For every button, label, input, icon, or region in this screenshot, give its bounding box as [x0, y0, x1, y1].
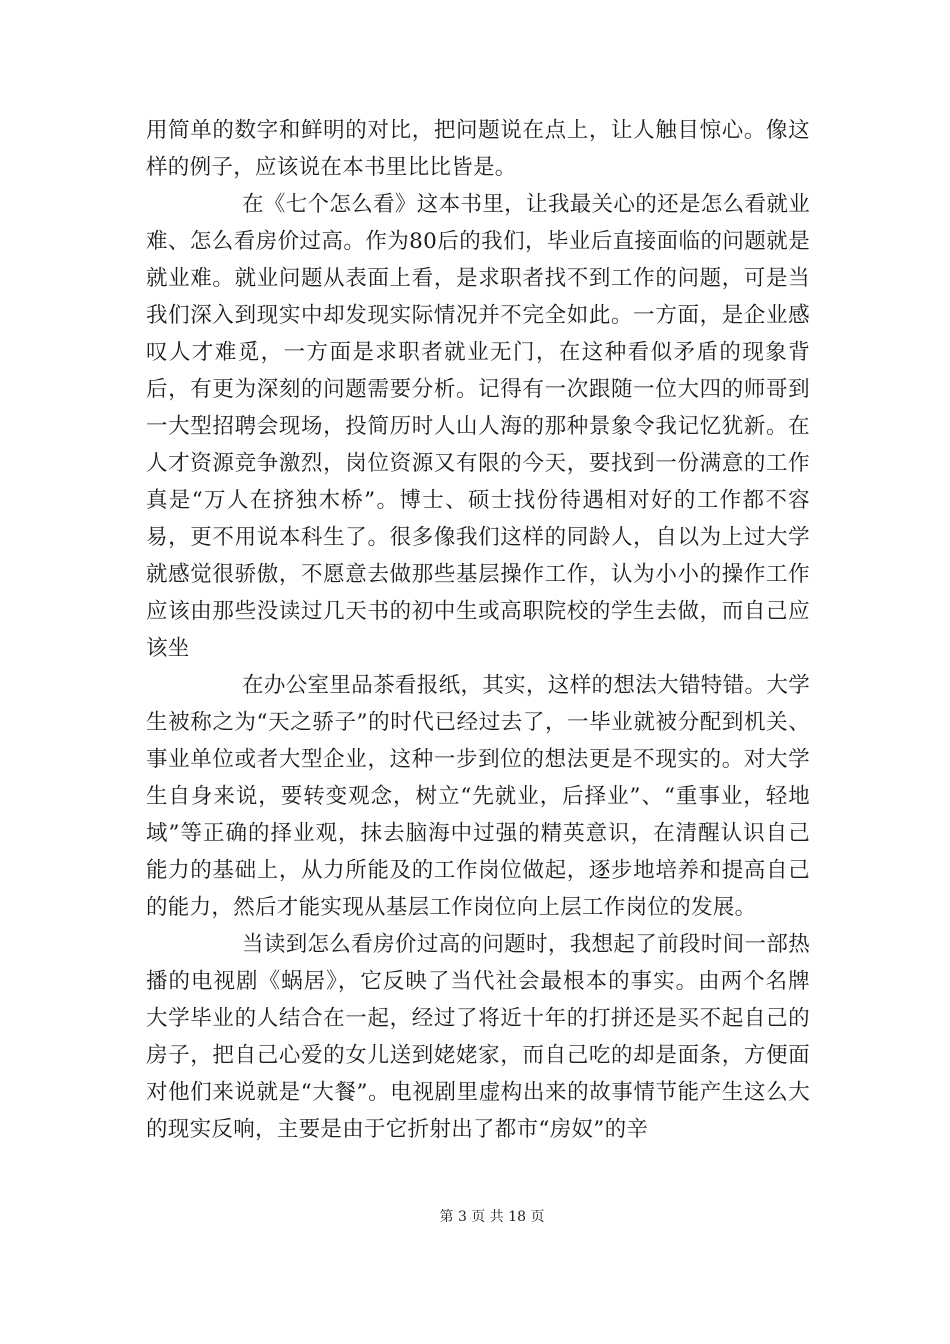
- paragraph-1: 用简单的数字和鲜明的对比，把问题说在点上，让人触目惊心。像这样的例子，应该说在本书里比比皆是。: [146, 118, 810, 180]
- body-text: [146, 112, 810, 1148]
- paragraph-4: 当读到怎么看房价过高的问题时，我想起了前段时间一部热播的电视剧《蜗居》，它反映了当代社会最根本的事实。由两个名牌大学毕业的人结合在一起，经过了将近十年的打拼还是买不起自己的房子，把自己心爱的女儿送到姥姥家，而自己吃的却是面条，方便面对他们来说就是“大餐”。电视剧里虚构出来的故事情节能产生这么大的现实反响，主要是由于它折射出了都市“房奴”的辛: [146, 932, 810, 1142]
- paragraph-3: 在办公室里品茶看报纸，其实，这样的想法大错特错。大学生被称之为“天之骄子”的时代已经过去了，一毕业就被分配到机关、事业单位或者大型企业，这种一步到位的想法更是不现实的。对大学生自身来说，要转变观念，树立“先就业，后择业”、“重事业，轻地域”等正确的择业观，抹去脑海中过强的精英意识，在清醒认识自己能力的基础上，从力所能及的工作岗位做起，逐步地培养和提高自己的能力，然后才能实现从基层工作岗位向上层工作岗位的发展。: [146, 673, 810, 920]
- page-number: 第 3 页 共 18 页: [439, 1209, 545, 1225]
- paragraph-2: 在《七个怎么看》这本书里，让我最关心的还是怎么看就业难、怎么看房价过高。作为80后的我们，毕业后直接面临的问题就是就业难。就业问题从表面上看，是求职者找不到工作的问题，可是当我们深入到现实中却发现实际情况并不完全如此。一方面，是企业感叹人才难觅，一方面是求职者就业无门，在这种看似矛盾的现象背后，有更为深刻的问题需要分析。记得有一次跟随一位大四的师哥到一大型招聘会现场，投简历时人山人海的那种景象令我记忆犹新。在人才资源竞争激烈，岗位资源又有限的今天，要找到一份满意的工作真是“万人在挤独木桥”。博士、硕士找份待遇相对好的工作都不容易，更不用说本科生了。很多像我们这样的同龄人，自以为上过大学就感觉很骄傲，不愿意去做那些基层操作工作，认为小小的操作工作应该由那些没读过几天书的初中生或高职院校的学生去做，而自己应该坐: [146, 192, 810, 661]
